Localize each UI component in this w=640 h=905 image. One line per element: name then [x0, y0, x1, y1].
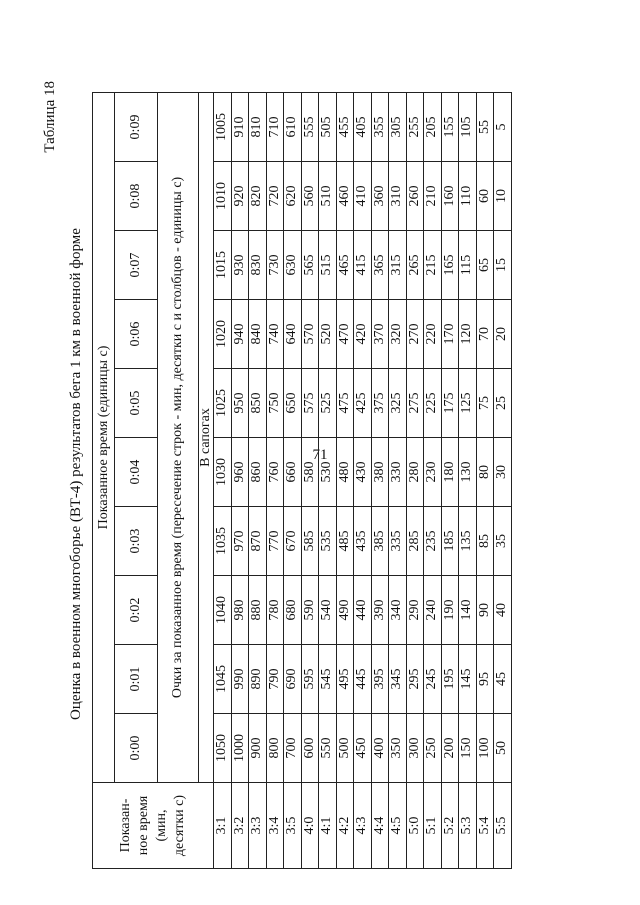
score-cell: 950	[231, 369, 249, 438]
row-time-cell: 4:2	[336, 783, 354, 869]
table-row	[266, 92, 284, 868]
score-cell: 830	[249, 231, 267, 300]
score-cell: 365	[371, 231, 389, 300]
table-row	[389, 92, 407, 868]
row-header-line: ное время	[136, 795, 151, 856]
column-header-row	[115, 92, 158, 868]
score-cell: 115	[459, 231, 477, 300]
score-cell: 345	[389, 645, 407, 714]
score-cell: 510	[319, 162, 337, 231]
score-cell: 350	[389, 714, 407, 783]
score-cell: 410	[354, 162, 372, 231]
score-cell: 35	[494, 507, 512, 576]
score-cell: 530	[319, 438, 337, 507]
score-cell: 440	[354, 576, 372, 645]
score-cell: 20	[494, 300, 512, 369]
score-cell: 600	[301, 714, 319, 783]
score-cell: 305	[389, 92, 407, 161]
rotated-table-sheet	[40, 79, 600, 869]
score-cell: 900	[249, 714, 267, 783]
column-header: 0:06	[115, 300, 158, 369]
score-cell: 385	[371, 507, 389, 576]
score-cell: 525	[319, 369, 337, 438]
score-cell: 40	[494, 576, 512, 645]
score-cell: 980	[231, 576, 249, 645]
score-cell: 100	[476, 714, 494, 783]
score-cell: 485	[336, 507, 354, 576]
row-time-cell: 5:1	[424, 783, 442, 869]
score-cell: 780	[266, 576, 284, 645]
score-cell: 450	[354, 714, 372, 783]
score-cell: 650	[284, 369, 302, 438]
score-cell: 10	[494, 162, 512, 231]
score-cell: 375	[371, 369, 389, 438]
score-cell: 1035	[214, 507, 232, 576]
score-cell: 640	[284, 300, 302, 369]
score-cell: 460	[336, 162, 354, 231]
column-header: 0:08	[115, 162, 158, 231]
score-cell: 95	[476, 645, 494, 714]
score-cell: 860	[249, 438, 267, 507]
score-cell: 445	[354, 645, 372, 714]
row-header-line: (мин,	[154, 809, 169, 842]
score-cell: 670	[284, 507, 302, 576]
score-cell: 595	[301, 645, 319, 714]
score-cell: 850	[249, 369, 267, 438]
results-table	[92, 92, 512, 869]
score-cell: 540	[319, 576, 337, 645]
score-cell: 890	[249, 645, 267, 714]
score-cell: 360	[371, 162, 389, 231]
score-cell: 1050	[214, 714, 232, 783]
score-cell: 870	[249, 507, 267, 576]
score-cell: 570	[301, 300, 319, 369]
score-cell: 820	[249, 162, 267, 231]
score-cell: 150	[459, 714, 477, 783]
table-row	[494, 92, 512, 868]
score-cell: 355	[371, 92, 389, 161]
score-cell: 910	[231, 92, 249, 161]
score-cell: 840	[249, 300, 267, 369]
column-header: 0:00	[115, 714, 158, 783]
table-row	[336, 92, 354, 868]
score-cell: 380	[371, 438, 389, 507]
score-cell: 630	[284, 231, 302, 300]
score-cell: 1000	[231, 714, 249, 783]
score-cell: 720	[266, 162, 284, 231]
score-cell: 1020	[214, 300, 232, 369]
score-cell: 430	[354, 438, 372, 507]
column-header: 0:03	[115, 507, 158, 576]
score-cell: 220	[424, 300, 442, 369]
row-time-cell: 5:4	[476, 783, 494, 869]
column-header: 0:02	[115, 576, 158, 645]
score-cell: 155	[441, 92, 459, 161]
score-cell: 555	[301, 92, 319, 161]
score-cell: 500	[336, 714, 354, 783]
score-cell: 560	[301, 162, 319, 231]
score-cell: 225	[424, 369, 442, 438]
score-cell: 85	[476, 507, 494, 576]
score-cell: 110	[459, 162, 477, 231]
score-cell: 475	[336, 369, 354, 438]
score-cell: 15	[494, 231, 512, 300]
score-cell: 435	[354, 507, 372, 576]
score-cell: 455	[336, 92, 354, 161]
score-cell: 105	[459, 92, 477, 161]
score-cell: 370	[371, 300, 389, 369]
row-time-cell: 3:5	[284, 783, 302, 869]
score-cell: 185	[441, 507, 459, 576]
score-cell: 405	[354, 92, 372, 161]
row-time-cell: 3:1	[214, 783, 232, 869]
score-cell: 610	[284, 92, 302, 161]
score-cell: 290	[406, 576, 424, 645]
score-cell: 770	[266, 507, 284, 576]
score-cell: 590	[301, 576, 319, 645]
score-cell: 750	[266, 369, 284, 438]
score-cell: 660	[284, 438, 302, 507]
score-cell: 235	[424, 507, 442, 576]
row-time-cell: 4:3	[354, 783, 372, 869]
table-row	[354, 92, 372, 868]
score-cell: 175	[441, 369, 459, 438]
score-cell: 160	[441, 162, 459, 231]
score-cell: 130	[459, 438, 477, 507]
row-header-line: десятки с)	[172, 794, 187, 857]
score-cell: 60	[476, 162, 494, 231]
table-row	[476, 92, 494, 868]
score-cell: 325	[389, 369, 407, 438]
score-cell: 200	[441, 714, 459, 783]
table-title: Оценка в военном многоборье (ВТ-4) результатов бега 1 км в военной форме	[68, 228, 84, 720]
page-number: 71	[312, 447, 328, 463]
score-cell: 400	[371, 714, 389, 783]
score-cell: 960	[231, 438, 249, 507]
score-cell: 340	[389, 576, 407, 645]
score-cell: 300	[406, 714, 424, 783]
score-cell: 470	[336, 300, 354, 369]
score-cell: 1040	[214, 576, 232, 645]
table-body	[214, 92, 512, 868]
score-cell: 690	[284, 645, 302, 714]
score-cell: 215	[424, 231, 442, 300]
score-cell: 1030	[214, 438, 232, 507]
score-cell: 800	[266, 714, 284, 783]
score-cell: 255	[406, 92, 424, 161]
score-cell: 740	[266, 300, 284, 369]
score-cell: 680	[284, 576, 302, 645]
score-cell: 1015	[214, 231, 232, 300]
score-cell: 520	[319, 300, 337, 369]
score-cell: 315	[389, 231, 407, 300]
score-cell: 1025	[214, 369, 232, 438]
score-cell: 245	[424, 645, 442, 714]
section-label: В сапогах	[199, 92, 214, 782]
score-cell: 45	[494, 645, 512, 714]
score-cell: 790	[266, 645, 284, 714]
row-header	[93, 783, 214, 869]
score-cell: 700	[284, 714, 302, 783]
column-header: 0:09	[115, 92, 158, 161]
table-row	[441, 92, 459, 868]
score-cell: 990	[231, 645, 249, 714]
score-cell: 25	[494, 369, 512, 438]
score-cell: 545	[319, 645, 337, 714]
score-cell: 620	[284, 162, 302, 231]
row-time-cell: 5:5	[494, 783, 512, 869]
column-header: 0:05	[115, 369, 158, 438]
score-cell: 480	[336, 438, 354, 507]
table-row	[459, 92, 477, 868]
table-row	[231, 92, 249, 868]
table-row	[301, 92, 319, 868]
score-cell: 120	[459, 300, 477, 369]
score-cell: 270	[406, 300, 424, 369]
table-row	[249, 92, 267, 868]
table-label: Таблица 18	[42, 81, 58, 153]
score-cell: 90	[476, 576, 494, 645]
score-cell: 575	[301, 369, 319, 438]
score-cell: 125	[459, 369, 477, 438]
score-cell: 280	[406, 438, 424, 507]
score-cell: 5	[494, 92, 512, 161]
column-header: 0:01	[115, 645, 158, 714]
score-cell: 810	[249, 92, 267, 161]
score-cell: 295	[406, 645, 424, 714]
score-cell: 710	[266, 92, 284, 161]
table-row	[214, 92, 232, 868]
score-cell: 165	[441, 231, 459, 300]
score-cell: 515	[319, 231, 337, 300]
score-cell: 730	[266, 231, 284, 300]
score-cell: 80	[476, 438, 494, 507]
score-cell: 490	[336, 576, 354, 645]
column-group-header: Показанное время (единицы с)	[93, 92, 115, 782]
table-row	[319, 92, 337, 868]
score-cell: 415	[354, 231, 372, 300]
score-cell: 170	[441, 300, 459, 369]
score-cell: 920	[231, 162, 249, 231]
score-cell: 265	[406, 231, 424, 300]
row-time-cell: 3:2	[231, 783, 249, 869]
score-cell: 335	[389, 507, 407, 576]
score-cell: 495	[336, 645, 354, 714]
row-time-cell: 5:2	[441, 783, 459, 869]
row-time-cell: 4:0	[301, 783, 319, 869]
table-row	[284, 92, 302, 868]
score-cell: 30	[494, 438, 512, 507]
score-cell: 285	[406, 507, 424, 576]
score-cell: 275	[406, 369, 424, 438]
row-time-cell: 3:3	[249, 783, 267, 869]
table-row	[424, 92, 442, 868]
score-cell: 320	[389, 300, 407, 369]
score-cell: 190	[441, 576, 459, 645]
score-cell: 760	[266, 438, 284, 507]
score-cell: 1045	[214, 645, 232, 714]
score-cell: 195	[441, 645, 459, 714]
score-cell: 260	[406, 162, 424, 231]
score-cell: 535	[319, 507, 337, 576]
score-cell: 505	[319, 92, 337, 161]
row-header-line: Показан-	[118, 798, 133, 853]
score-cell: 240	[424, 576, 442, 645]
score-cell: 140	[459, 576, 477, 645]
score-cell: 180	[441, 438, 459, 507]
score-cell: 50	[494, 714, 512, 783]
score-cell: 205	[424, 92, 442, 161]
table-row	[371, 92, 389, 868]
score-cell: 250	[424, 714, 442, 783]
score-cell: 310	[389, 162, 407, 231]
row-time-cell: 4:4	[371, 783, 389, 869]
score-cell: 135	[459, 507, 477, 576]
column-header: 0:04	[115, 438, 158, 507]
score-cell: 940	[231, 300, 249, 369]
row-time-cell: 4:1	[319, 783, 337, 869]
score-cell: 65	[476, 231, 494, 300]
score-cell: 565	[301, 231, 319, 300]
row-time-cell: 3:4	[266, 783, 284, 869]
score-cell: 210	[424, 162, 442, 231]
score-cell: 390	[371, 576, 389, 645]
row-time-cell: 5:3	[459, 783, 477, 869]
score-cell: 880	[249, 576, 267, 645]
score-cell: 425	[354, 369, 372, 438]
table-note: Очки за показанное время (пересечение строк - мин, десятки с и столбцов - единицы с)	[158, 92, 199, 782]
row-time-cell: 4:5	[389, 783, 407, 869]
score-cell: 585	[301, 507, 319, 576]
score-cell: 145	[459, 645, 477, 714]
score-cell: 580	[301, 438, 319, 507]
score-cell: 930	[231, 231, 249, 300]
score-cell: 55	[476, 92, 494, 161]
score-cell: 330	[389, 438, 407, 507]
score-cell: 420	[354, 300, 372, 369]
score-cell: 70	[476, 300, 494, 369]
score-cell: 230	[424, 438, 442, 507]
score-cell: 550	[319, 714, 337, 783]
score-cell: 395	[371, 645, 389, 714]
score-cell: 970	[231, 507, 249, 576]
score-cell: 465	[336, 231, 354, 300]
score-cell: 1005	[214, 92, 232, 161]
row-time-cell: 5:0	[406, 783, 424, 869]
column-header: 0:07	[115, 231, 158, 300]
table-row	[406, 92, 424, 868]
score-cell: 1010	[214, 162, 232, 231]
score-cell: 75	[476, 369, 494, 438]
